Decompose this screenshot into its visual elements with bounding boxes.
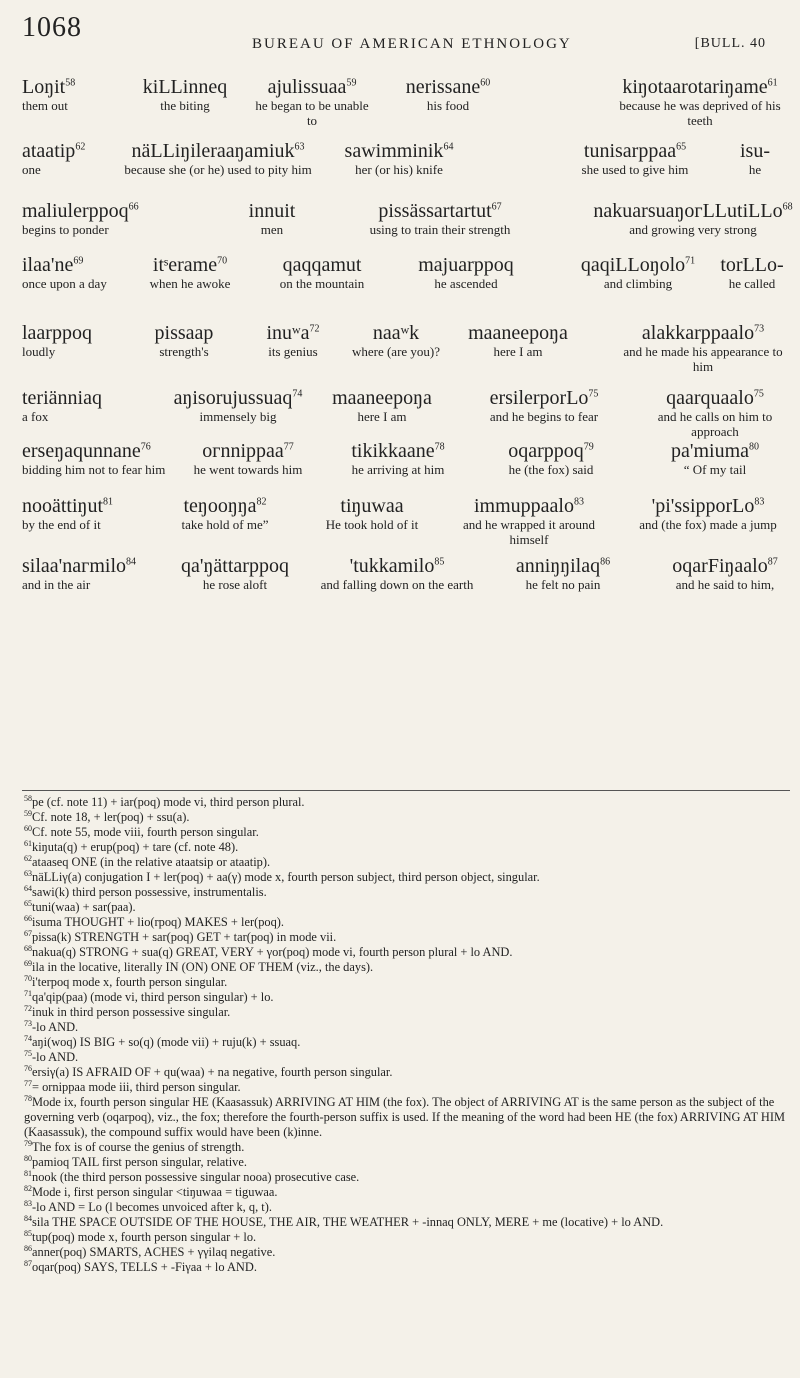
footnote <box>24 870 792 885</box>
footnote <box>24 855 792 870</box>
gloss-word <box>22 440 172 477</box>
footnote <box>24 915 792 930</box>
footnote-number: 69 <box>24 958 32 968</box>
footnote-number: 60 <box>24 823 32 833</box>
gloss-translation: and he made his appearance to him <box>623 344 783 374</box>
footnote-marker: 73 <box>754 323 765 335</box>
gloss-word <box>160 495 290 532</box>
footnote <box>24 840 792 855</box>
footnote-text: Mode ix, fourth person singular HE (Kaasassuk) ARRIVING AT HIM (the fox). The object of ARRIVING AT is the same person as the subject of the governing verb (oqarpoq), viz., the fox; therefore the fourth-person suffix is used. If the meaning of the word had been HE (the fox) ARRIVING AT HIM (Kaasassuk), the compound suffix would have been (k)inne. <box>24 1095 786 1139</box>
footnote <box>24 1200 792 1215</box>
footnote <box>24 990 792 1005</box>
gloss-word <box>488 555 638 592</box>
gloss-native-word: alakkarppaalo$^{73}$ <box>641 322 765 344</box>
footnote-text: Mode i, first person singular <tiŋuwaa = tiguwaa. <box>32 1185 278 1199</box>
gloss-word <box>22 140 92 177</box>
gloss-word <box>346 322 446 359</box>
gloss-native-word: erseŋaqunnane$^{76}$ <box>22 440 151 462</box>
footnote-number: 77 <box>24 1078 32 1088</box>
gloss-word <box>325 200 555 237</box>
gloss-translation: he felt no pain <box>525 577 601 592</box>
gloss-word <box>232 200 312 237</box>
gloss-word <box>464 387 624 424</box>
gloss-word <box>618 322 788 374</box>
gloss-translation: them out <box>22 98 68 113</box>
gloss-word <box>725 140 785 177</box>
gloss-word <box>22 495 152 532</box>
footnote-marker: 65 <box>676 141 687 153</box>
gloss-word <box>22 76 112 113</box>
footnotes <box>24 795 792 1275</box>
gloss-translation: He took hold of it <box>325 517 419 532</box>
bulletin-reference: [BULL. 40 <box>694 36 766 51</box>
gloss-word <box>248 322 338 359</box>
footnote <box>24 1050 792 1065</box>
footnote-text: nakua(q) STRONG + sua(q) GREAT, VERY + γor(poq) mode vi, fourth person plural + lo AND. <box>32 945 513 959</box>
footnote-number: 74 <box>24 1033 32 1043</box>
gloss-native-word: ajulissuaa$^{59}$ <box>267 76 357 98</box>
footnote-number: 87 <box>24 1258 32 1268</box>
footnote-marker: 59 <box>346 77 357 89</box>
footnote-marker: 85 <box>434 556 445 568</box>
gloss-word <box>130 76 240 113</box>
footnote-number: 82 <box>24 1183 32 1193</box>
footnote-marker: 74 <box>292 388 303 400</box>
gloss-word <box>650 555 800 592</box>
gloss-translation: and climbing <box>603 276 673 291</box>
footnote-number: 78 <box>24 1093 32 1103</box>
footnote-number: 84 <box>24 1213 32 1223</box>
footnote-number: 59 <box>24 808 32 818</box>
gloss-native-word: 'tukkamilo$^{85}$ <box>349 555 445 577</box>
gloss-word <box>98 140 338 177</box>
gloss-word <box>262 254 382 291</box>
gloss-native-word: nerissane$^{60}$ <box>405 76 491 98</box>
footnote-marker: 72 <box>309 323 320 335</box>
footnote-text: pissa(k) STRENGTH + sar(poq) GET + tar(poq) in mode vii. <box>32 930 337 944</box>
gloss-word <box>458 322 578 359</box>
footnote-marker: 68 <box>782 201 793 213</box>
footnote-marker: 75 <box>588 388 599 400</box>
footnote-marker: 58 <box>65 77 76 89</box>
gloss-word <box>178 440 318 477</box>
footnote-marker: 83 <box>573 496 584 508</box>
footnote-number: 61 <box>24 838 32 848</box>
footnote-text: ersiγ(a) IS AFRAID OF + qu(waa) + na negative, fourth person singular. <box>32 1065 393 1079</box>
footnote <box>24 1245 792 1260</box>
gloss-translation: take hold of me” <box>181 517 269 532</box>
gloss-native-word: ersilerporLo$^{75}$ <box>489 387 599 409</box>
footnote-text: näLLiγ(a) conjugation I + ler(poq) + aa(γ) mode x, fourth person subject, third person object, singular. <box>32 870 540 884</box>
footnote <box>24 1140 792 1155</box>
gloss-native-word: teŋooŋŋa$^{82}$ <box>183 495 267 517</box>
footnote <box>24 1005 792 1020</box>
footnote-marker: 71 <box>685 255 696 267</box>
gloss-translation: and falling down on the earth <box>320 577 474 592</box>
footnote-number: 72 <box>24 1003 32 1013</box>
gloss-word <box>476 440 626 477</box>
footnote <box>24 1170 792 1185</box>
gloss-translation: its genius <box>268 344 318 359</box>
gloss-translation: and he begins to fear <box>489 409 599 424</box>
gloss-translation: one <box>22 162 41 177</box>
footnote-text: inuk in third person possessive singular. <box>32 1005 231 1019</box>
footnote-text: ataaseq ONE (in the relative ataatsip or ataatip). <box>32 855 271 869</box>
gloss-word <box>444 495 614 547</box>
footnote <box>24 1185 792 1200</box>
gloss-word <box>388 76 508 113</box>
gloss-translation: when he awoke <box>149 276 231 291</box>
footnote-text: tup(poq) mode x, fourth person singular + lo. <box>32 1230 257 1244</box>
gloss-native-word: innuit <box>248 200 296 222</box>
gloss-native-word: pa'miuma$^{80}$ <box>670 440 760 462</box>
gloss-word <box>252 76 372 128</box>
footnote <box>24 900 792 915</box>
footnote <box>24 1065 792 1080</box>
gloss-translation: once upon a day <box>22 276 107 291</box>
gloss-translation: and he wrapped it around himself <box>462 517 596 547</box>
footnote-number: 64 <box>24 883 32 893</box>
gloss-native-word: sawimminik$^{64}$ <box>344 140 454 162</box>
gloss-native-word: inuʷa$^{72}$ <box>266 322 320 344</box>
footnote-number: 80 <box>24 1153 32 1163</box>
footnote <box>24 1080 792 1095</box>
gloss-native-word: qaqqamut <box>282 254 362 276</box>
footnote-text: nook (the third person possessive singular nooa) prosecutive case. <box>32 1170 360 1184</box>
gloss-translation: and (the fox) made a jump <box>639 517 777 532</box>
gloss-translation: where (are you)? <box>351 344 441 359</box>
gloss-native-word: nooättiŋut$^{81}$ <box>22 495 113 517</box>
gloss-word <box>22 322 122 359</box>
footnote-number: 81 <box>24 1168 32 1178</box>
footnote-marker: 60 <box>480 77 491 89</box>
gloss-translation: he went towards him <box>193 462 303 477</box>
footnote-text: sawi(k) third person possessive, instrumentalis. <box>32 885 267 899</box>
footnote-number: 70 <box>24 973 32 983</box>
footnote-number: 65 <box>24 898 32 908</box>
gloss-word <box>22 254 122 291</box>
gloss-native-word: isu- <box>740 140 770 162</box>
gloss-native-word: oqarFiŋaalo$^{87}$ <box>672 555 778 577</box>
footnote <box>24 1215 792 1230</box>
footnote-number: 67 <box>24 928 32 938</box>
gloss-native-word: naaʷk <box>372 322 420 344</box>
gloss-word <box>324 140 474 177</box>
gloss-native-word: maaneepoŋa <box>332 387 432 409</box>
gloss-translation: strength's <box>159 344 209 359</box>
footnote-marker: 87 <box>767 556 778 568</box>
gloss-translation: men <box>260 222 284 237</box>
footnote-text: i'terpoq mode x, fourth person singular. <box>32 975 228 989</box>
gloss-native-word: aŋisorujussuaq$^{74}$ <box>173 387 303 409</box>
footnote-text: Cf. note 18, + ler(poq) + ssu(a). <box>32 810 190 824</box>
gloss-translation: on the mountain <box>279 276 365 291</box>
gloss-word <box>396 254 536 291</box>
gloss-native-word: teriänniaq <box>22 387 102 409</box>
footnote-number: 66 <box>24 913 32 923</box>
footnote-number: 75 <box>24 1048 32 1058</box>
footnote-text: The fox is of course the genius of strength. <box>32 1140 245 1154</box>
gloss-translation: her (or his) knife <box>355 162 443 177</box>
footnote-text: kiŋuta(q) + erup(poq) + tare (cf. note 48). <box>32 840 239 854</box>
footnote-text: tuni(waa) + sar(paa). <box>32 900 136 914</box>
footnote-text: oqar(poq) SAYS, TELLS + -Fiγaa + lo AND. <box>32 1260 257 1274</box>
gloss-translation: and growing very strong <box>629 222 757 237</box>
footnote <box>24 1260 792 1275</box>
gloss-native-word: maaneepoŋa <box>468 322 568 344</box>
footnote-marker: 75 <box>753 388 764 400</box>
gloss-native-word: 'pi'ssipporLo$^{83}$ <box>651 495 765 517</box>
gloss-translation: loudly <box>22 344 56 359</box>
footnote-text: pamioq TAIL first person singular, relative. <box>32 1155 247 1169</box>
footnote-number: 68 <box>24 943 32 953</box>
footnote <box>24 1155 792 1170</box>
footnote <box>24 1020 792 1035</box>
footnote-rule <box>22 790 790 791</box>
gloss-native-word: näLLiŋileraaŋamiuk$^{63}$ <box>131 140 305 162</box>
footnote-marker: 69 <box>73 255 84 267</box>
gloss-translation: he <box>748 162 762 177</box>
footnote-marker: 80 <box>749 441 760 453</box>
footnote-number: 79 <box>24 1138 32 1148</box>
gloss-native-word: $ilaa'ne^{69}$ <box>22 254 84 276</box>
gloss-native-word: tiŋuwaa <box>340 495 404 517</box>
footnote-number: 63 <box>24 868 32 878</box>
footnote-marker: 78 <box>434 441 445 453</box>
gloss-translation: begins to ponder <box>22 222 109 237</box>
gloss-native-word: itˢerame$^{70}$ <box>152 254 228 276</box>
gloss-translation: he began to be unable to <box>255 98 369 128</box>
footnote-text: sila THE SPACE OUTSIDE OF THE HOUSE, THE AIR, THE WEATHER + -innaq ONLY, MERE + me (locative) + lo AND. <box>32 1215 664 1229</box>
footnote-text: anner(poq) SMARTS, ACHES + γγilaq negative. <box>32 1245 276 1259</box>
footnote-number: 73 <box>24 1018 32 1028</box>
footnote-text: ila in the locative, literally IN (ON) ONE OF THEM (viz., the days). <box>32 960 374 974</box>
gloss-translation: using to train their strength <box>369 222 511 237</box>
gloss-native-word: ataatip$^{62}$ <box>22 140 86 162</box>
footnote-marker: 86 <box>600 556 611 568</box>
footnote <box>24 945 792 960</box>
gloss-translation: and he calls on him to approach <box>657 409 773 439</box>
gloss-translation: because she (or he) used to pity him <box>124 162 312 177</box>
gloss-translation: here I am <box>357 409 407 424</box>
footnote-number: 76 <box>24 1063 32 1073</box>
footnote <box>24 975 792 990</box>
gloss-native-word: oqarppoq$^{79}$ <box>508 440 594 462</box>
page-number: 1068 <box>22 12 82 43</box>
gloss-native-word: torLLo- <box>720 254 784 276</box>
gloss-native-word: qaarquaalo$^{75}$ <box>666 387 764 409</box>
gloss-native-word: laarppoq <box>22 322 92 344</box>
footnote-marker: 62 <box>75 141 86 153</box>
footnote <box>24 960 792 975</box>
gloss-native-word: tikikkaane$^{78}$ <box>351 440 445 462</box>
footnote-number: 85 <box>24 1228 32 1238</box>
gloss-translation: the biting <box>160 98 210 113</box>
gloss-word <box>312 387 452 424</box>
footnote-marker: 84 <box>126 556 137 568</box>
footnote-text: Cf. note 55, mode viii, fourth person singular. <box>32 825 259 839</box>
gloss-translation: because he was deprived of his teeth <box>619 98 781 128</box>
footnote-number: 71 <box>24 988 32 998</box>
gloss-native-word: pissässartartut$^{67}$ <box>378 200 502 222</box>
footnote-marker: 64 <box>443 141 454 153</box>
gloss-word <box>560 140 710 177</box>
gloss-native-word: silaa'naгmilo$^{84}$ <box>22 555 137 577</box>
gloss-translation: he called <box>728 276 776 291</box>
gloss-translation: he rose aloft <box>202 577 268 592</box>
footnote <box>24 795 792 810</box>
gloss-native-word: immuppaalo$^{83}$ <box>474 495 584 517</box>
gloss-word <box>22 200 222 237</box>
gloss-translation: he arriving at him <box>351 462 445 477</box>
footnote <box>24 1095 792 1140</box>
gloss-translation: immensely big <box>199 409 277 424</box>
gloss-native-word: kiŋotaarotariŋame$^{61}$ <box>622 76 778 98</box>
gloss-word <box>302 495 442 532</box>
footnote-marker: 61 <box>767 77 778 89</box>
footnote <box>24 885 792 900</box>
gloss-translation: she used to give him <box>581 162 689 177</box>
gloss-word <box>588 200 798 237</box>
footnote-marker: 83 <box>754 496 765 508</box>
gloss-translation: bidding him not to fear him <box>22 462 166 477</box>
gloss-translation: he ascended <box>434 276 498 291</box>
footnote <box>24 810 792 825</box>
gloss-native-word: oгnnippaa$^{77}$ <box>202 440 294 462</box>
gloss-native-word: anniŋŋilaq$^{86}$ <box>515 555 611 577</box>
footnote-text: -lo AND. <box>32 1020 79 1034</box>
footnote-number: 58 <box>24 793 32 803</box>
footnote-text: aŋi(woq) IS BIG + so(q) (mode vii) + ruju(k) + ssuaq. <box>32 1035 301 1049</box>
gloss-word <box>712 254 792 291</box>
gloss-native-word: qaqiLLoŋolo$^{71}$ <box>580 254 696 276</box>
footnote-text: -lo AND. <box>32 1050 79 1064</box>
gloss-translation: and in the air <box>22 577 91 592</box>
gloss-word <box>628 495 788 532</box>
footnote <box>24 1035 792 1050</box>
gloss-native-word: tunisarppaa$^{65}$ <box>583 140 687 162</box>
gloss-word <box>130 254 250 291</box>
gloss-word <box>610 76 790 128</box>
gloss-translation: his food <box>426 98 470 113</box>
gloss-word <box>568 254 708 291</box>
footnote-marker: 70 <box>217 255 228 267</box>
gloss-translation: and he said to him, <box>675 577 775 592</box>
gloss-native-word: majuarppoq <box>418 254 514 276</box>
footnote-marker: 76 <box>140 441 151 453</box>
gloss-word <box>650 440 780 477</box>
gloss-translation: he (the fox) said <box>508 462 594 477</box>
footnote-number: 83 <box>24 1198 32 1208</box>
footnote <box>24 1230 792 1245</box>
footnote-marker: 63 <box>294 141 305 153</box>
gloss-word <box>640 387 790 439</box>
running-head: BUREAU OF AMERICAN ETHNOLOGY <box>252 36 572 52</box>
footnote-text: pe (cf. note 11) + iar(poq) mode vi, third person plural. <box>32 795 305 809</box>
gloss-word <box>22 387 142 424</box>
gloss-native-word: pissaap <box>154 322 214 344</box>
footnote-marker: 79 <box>583 441 594 453</box>
gloss-native-word: kiLLinneq <box>142 76 228 98</box>
gloss-translation: a fox <box>22 409 49 424</box>
footnote-text: = ornippaa mode iii, third person singular. <box>32 1080 241 1094</box>
footnote <box>24 825 792 840</box>
gloss-word <box>312 555 482 592</box>
gloss-word <box>150 555 320 592</box>
footnote-marker: 81 <box>103 496 113 508</box>
gloss-word <box>134 322 234 359</box>
gloss-translation: here I am <box>493 344 543 359</box>
gloss-native-word: nakuarsuaŋoгLLutiLLo$^{68}$ <box>593 200 793 222</box>
footnote <box>24 930 792 945</box>
footnote-marker: 67 <box>491 201 502 213</box>
gloss-translation: by the end of it <box>22 517 101 532</box>
footnote-marker: 82 <box>256 496 267 508</box>
footnote-text: qa'qip(paa) (mode vi, third person singular) + lo. <box>32 990 274 1004</box>
gloss-word <box>328 440 468 477</box>
footnote-number: 86 <box>24 1243 32 1253</box>
footnote-number: 62 <box>24 853 32 863</box>
gloss-native-word: maliulerppoq$^{66}$ <box>22 200 139 222</box>
gloss-translation: “ Of my tail <box>683 462 747 477</box>
gloss-native-word: Loŋit$^{58}$ <box>22 76 76 98</box>
footnote-text: isuma THOUGHT + lio(rpoq) MAKES + ler(poq). <box>32 915 285 929</box>
gloss-word <box>148 387 328 424</box>
footnote-marker: 77 <box>283 441 294 453</box>
gloss-native-word: qa'ŋättarppoq <box>181 555 289 577</box>
footnote-marker: 66 <box>128 201 139 213</box>
footnote-text: -lo AND = Lo (l becomes unvoiced after k, q, t). <box>32 1200 272 1214</box>
